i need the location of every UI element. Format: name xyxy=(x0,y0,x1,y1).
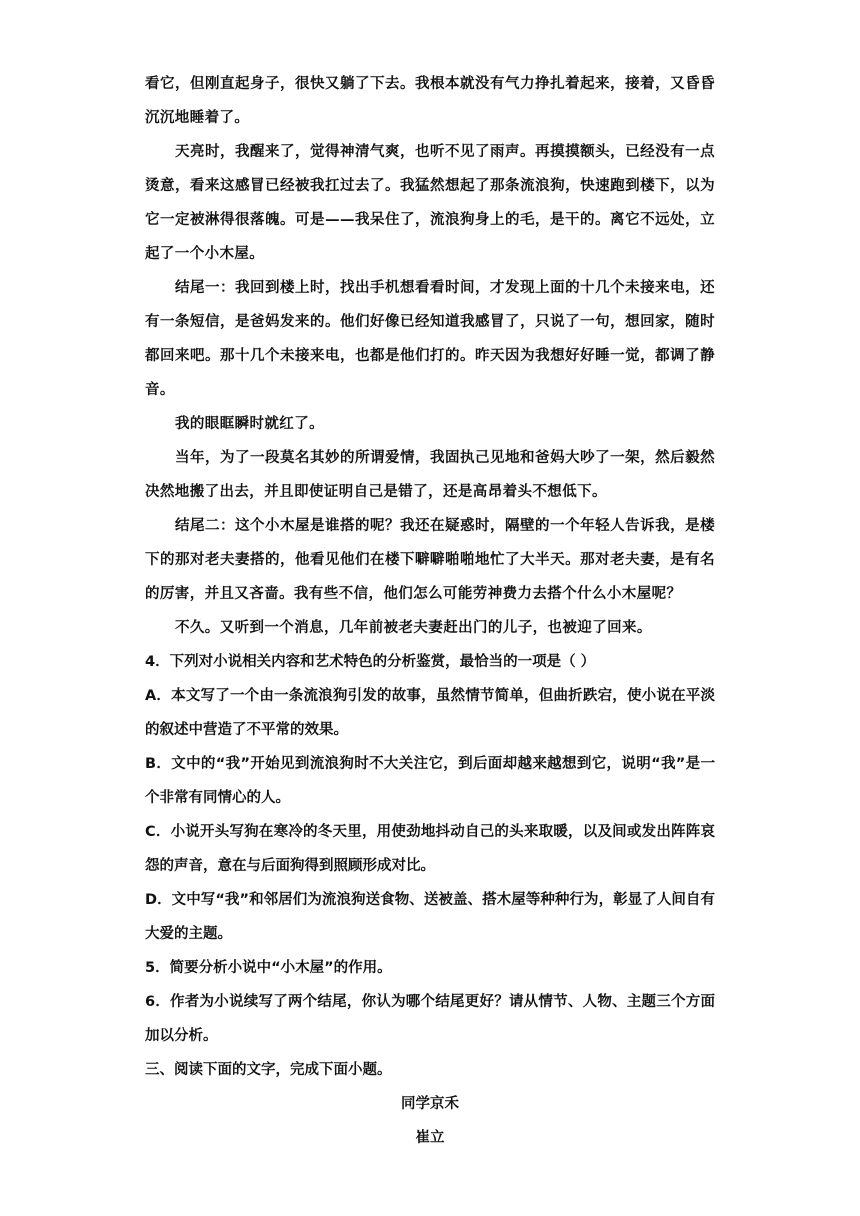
ending-one-paragraph: 结尾一：我回到楼上时，找出手机想看看时间，才发现上面的十几个未接来电，还有一条短信，是爸妈发来的。他们好像已经知道我感冒了，只说了一句，想回家，随时都回来吧。那十几个未接来电，也都是他们打的。昨天因为我想好好睡一觉，都调了静音。 xyxy=(145,279,715,398)
story-paragraph-7: 不久。又听到一个消息，几年前被老夫妻赶出门的儿子，也被迎了回来。 xyxy=(175,619,652,636)
ending-two-paragraph: 结尾二：这个小木屋是谁搭的呢？我还在疑惑时，隔壁的一个年轻人告诉我，是楼下的那对老夫妻搭的，他看见他们在楼下噼噼啪啪地忙了大半天。那对老夫妻，是有名的厉害，并且又吝啬。我有些不信，他们怎么可能劳神费力去搭个什么小木屋呢？ xyxy=(145,517,715,602)
question-6: 6．作者为小说续写了两个结尾，你认为哪个结尾更好？请从情节、人物、主题三个方面加以分析。 xyxy=(145,994,715,1044)
option-a: A．本文写了一个由一条流浪狗引发的故事，虽然情节简单，但曲折跌宕，使小说在平淡的叙述中营造了不平常的效果。 xyxy=(145,688,715,738)
question-5: 5．简要分析小说中“小木屋”的作用。 xyxy=(145,960,392,976)
story-paragraph-2: 天亮时，我醒来了，觉得神清气爽，也听不见了雨声。再摸摸额头，已经没有一点烫意，看来这感冒已经被我扛过去了。我猛然想起了那条流浪狗，快速跑到楼下，以为它一定被淋得很落魄。可是——我呆住了，流浪狗身上的毛，是干的。离它不远处，立起了一个小木屋。 xyxy=(145,143,715,262)
question-4: 4．下列对小说相关内容和艺术特色的分析鉴赏，最恰当的一项是（ ） xyxy=(145,654,596,670)
story-paragraph-5: 当年，为了一段莫名其妙的所谓爱情，我固执己见地和爸妈大吵了一架，然后毅然决然地搬了出去，并且即使证明自己是错了，还是高昂着头不想低下。 xyxy=(145,449,715,500)
story-title: 同学京禾 xyxy=(401,1095,459,1112)
story-paragraph-1: 看它，但刚直起身子，很快又躺了下去。我根本就没有气力挣扎着起来，接着，又昏昏沉沉地睡着了。 xyxy=(145,75,715,126)
option-b: B．文中的“我”开始见到流浪狗时不大关注它，到后面却越来越想到它，说明“我”是一个非常有同情心的人。 xyxy=(145,756,715,806)
story-paragraph-4: 我的眼眶瞬时就红了。 xyxy=(175,415,324,432)
option-d: D．文中写“我”和邻居们为流浪狗送食物、送被盖、搭木屋等种种行为，彰显了人间自有大爱的主题。 xyxy=(145,892,715,942)
section-3-heading: 三、阅读下面的文字，完成下面小题。 xyxy=(145,1062,392,1078)
story-author: 崔立 xyxy=(415,1129,445,1146)
option-c: C．小说开头写狗在寒冷的冬天里，用使劲地抖动自己的头来取暖，以及间或发出阵阵哀怨的声音，意在与后面狗得到照顾形成对比。 xyxy=(145,824,715,874)
